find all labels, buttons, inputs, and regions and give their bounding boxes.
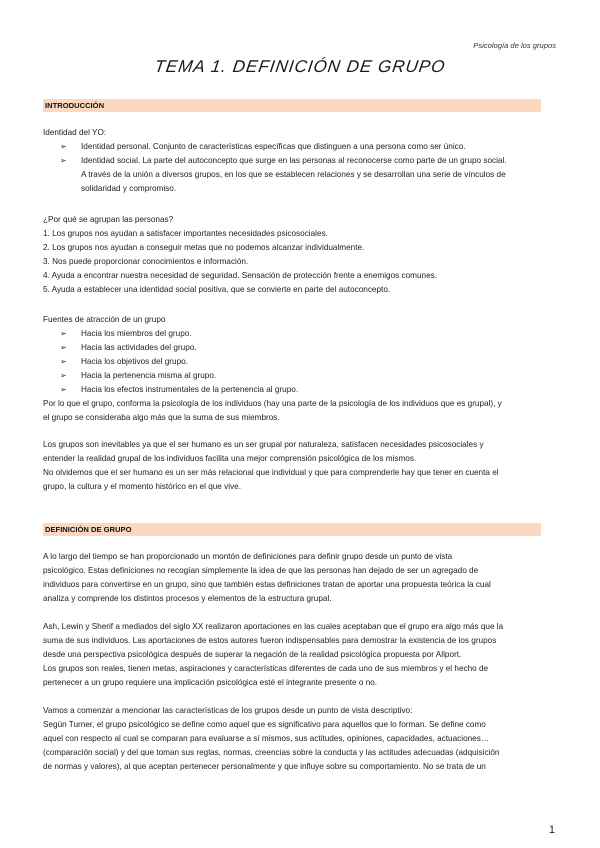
list-item: 2. Los grupos nos ayudan a conseguir metas que no podemos alcanzar individualmente. [43,243,365,252]
paragraph-line: Los grupos son reales, tienen metas, aspiraciones y características diferentes de cada uno de sus miembros y el hecho de [43,664,489,673]
running-header: Psicología de los grupos [473,41,556,50]
paragraph-line: grupo, la cultura y el momento histórico en el que vive. [43,482,241,491]
list-item: ➢ Hacia los miembros del grupo. [43,327,558,341]
arrow-bullet-icon: ➢ [60,343,67,352]
list-item: ➢ Hacia los efectos instrumentales de la pertenencia al grupo. [43,383,558,397]
paragraph-line: Por lo que el grupo, conforma la psicología de los individuos (hay una parte de la psicología de los individuos que es grupal), y [43,399,502,408]
arrow-bullet-icon: ➢ [60,357,67,366]
list-item: 4. Ayuda a encontrar nuestra necesidad de seguridad. Sensación de protección frente a enemigos comunes. [43,271,438,280]
arrow-bullet-icon: ➢ [60,142,67,151]
paragraph-line: Vamos a comenzar a mencionar las características de los grupos desde un punto de vista descriptivo: [43,706,413,715]
arrow-bullet-icon: ➢ [60,385,67,394]
razones-block [43,213,558,297]
arrow-bullet-icon: ➢ [60,371,67,380]
paragraph-line: Según Turner, el grupo psicológico se define como aquel que es significativo para aquellos que lo forman. Se define como [43,720,486,729]
page-title: TEMA 1. DEFINICIÓN DE GRUPO [153,57,447,76]
list-item: 5. Ayuda a establecer una identidad social positiva, que se convierte en parte del autoconcepto. [43,285,391,294]
subheading-identidad: Identidad del YO: [43,128,107,137]
conclusion-block [43,438,558,494]
paragraph-line: entender la realidad grupal de los individuos facilita una mejor comprensión psicológica de los mismos. [43,454,417,463]
paragraph-line: Los grupos son inevitables ya que el ser humano es un ser grupal por naturaleza, satisfacen necesidades psicosociales y [43,440,484,449]
paragraph-line: desde una perspectiva psicológica después de superar la negación de la realidad psicológica propuesta por Allport. [43,650,462,659]
definicion-paragraph-1 [43,550,558,606]
paragraph-line: suma de sus individuos. Las aportaciones de estos autores fueron indispensables para demostrar la existencia de los grupos [43,636,497,645]
paragraph-line: el grupo se consideraba algo más que la suma de sus miembros. [43,413,280,422]
paragraph-line: pertenecer a un grupo requiere una implicación psicológica esté el integrante presente o no. [43,678,378,687]
list-item: ➢ Hacia los objetivos del grupo. [43,355,558,369]
section-header-definicion: DEFINICIÓN DE GRUPO [43,523,541,536]
paragraph-line: analiza y comprende los distintos procesos y elementos de la estructura grupal. [43,594,332,603]
list-item: ➢ Identidad social. La parte del autoconcepto que surge en las personas al reconocerse como parte de un grupo social. [43,154,558,168]
list-item-continuation: A través de la unión a diversos grupos, en los que se establecen relaciones y se desarrollan una serie de vínculos de [81,170,506,179]
fuentes-block [43,313,558,425]
subheading-fuentes: Fuentes de atracción de un grupo [43,315,166,324]
identidad-block [43,126,558,196]
paragraph-line: No olvidemos que el ser humano es un ser más relacional que individual y que para comprenderle hay que tener en cuenta el [43,468,499,477]
list-item: 1. Los grupos nos ayudan a satisfacer importantes necesidades psicosociales. [43,229,328,238]
section-header-introduccion: INTRODUCCIÓN [43,99,541,112]
definicion-paragraph-3 [43,704,558,774]
list-item: ➢ Hacia la pertenencia misma al grupo. [43,369,558,383]
arrow-bullet-icon: ➢ [60,329,67,338]
arrow-bullet-icon: ➢ [60,156,67,165]
paragraph-line: (comparación social) y del que toman sus reglas, normas, creencias sobre la conducta y las actitudes adecuadas (adquisición [43,748,500,757]
list-item-continuation: solidaridad y compromiso. [81,184,177,193]
paragraph-line: Ash, Lewin y Sherif a mediados del siglo XX realizaron aportaciones en las cuales aceptaban que el grupo era algo más que la [43,622,504,631]
paragraph-line: A lo largo del tiempo se han proporcionado un montón de definiciones para definir grupo desde un punto de vista [43,552,453,561]
list-item: ➢ Hacia las actividades del grupo. [43,341,558,355]
page-number: 1 [548,824,555,836]
list-item: ➢ Identidad personal. Conjunto de características específicas que distinguen a una persona como ser único. [43,140,558,154]
subheading-razones: ¿Por qué se agrupan las personas? [43,215,174,224]
paragraph-line: aquel con respecto al cual se comparan para evaluarse a sí mismos, sus actitudes, opiniones, capacidades, actuaciones… [43,734,490,743]
paragraph-line: individuos para convertirse en un grupo, sino que también estas definiciones tratan de aportar una propuesta teórica la cual [43,580,491,589]
paragraph-line: de normas y valores), al que aceptan pertenecer personalmente y que influye sobre su comportamiento. No se trata de un [43,762,486,771]
definicion-paragraph-2 [43,620,558,690]
paragraph-line: psicológico. Estas definiciones no recogían simplemente la idea de que las personas han dejado de ser un agregado de [43,566,479,575]
list-item: 3. Nos puede proporcionar conocimientos e información. [43,257,249,266]
